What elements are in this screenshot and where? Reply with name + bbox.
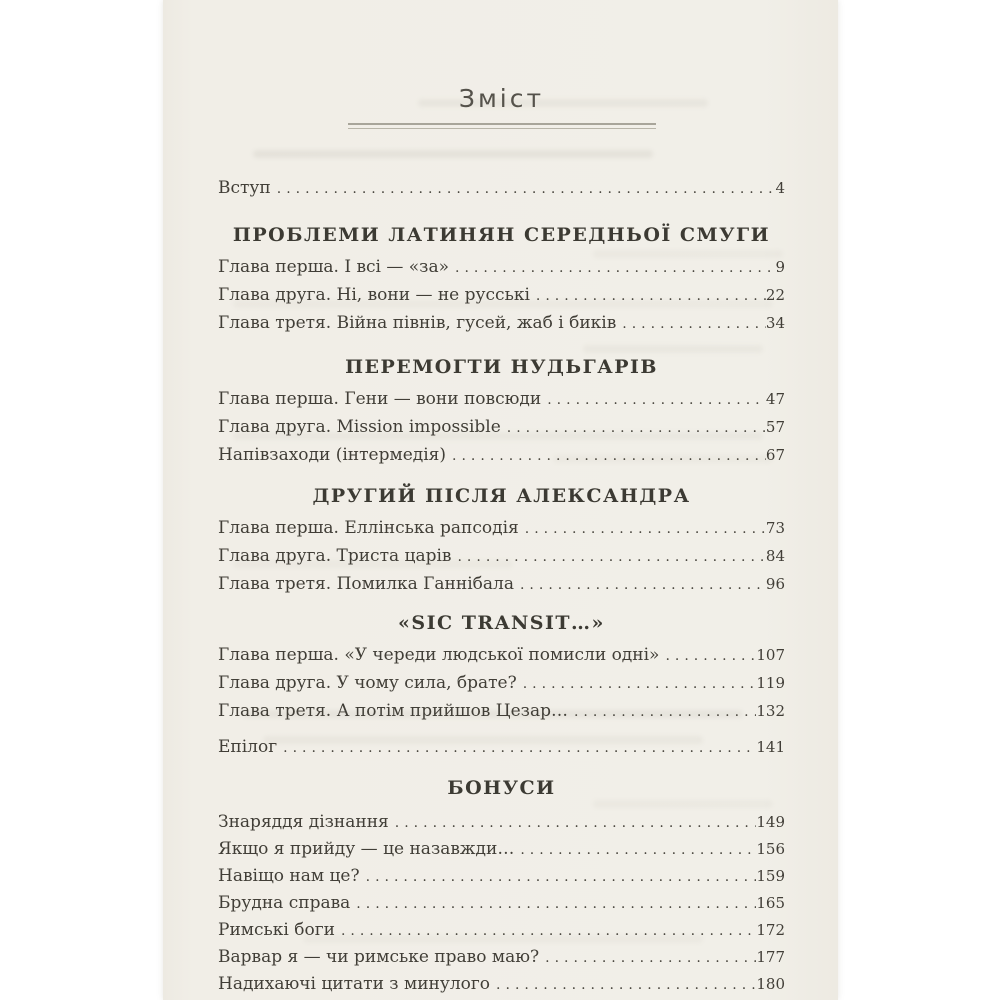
toc-entry-page-number: 67	[765, 446, 785, 464]
toc-entry-page-number: 156	[756, 840, 785, 858]
toc-entry	[218, 414, 785, 442]
dot-leader	[451, 544, 765, 571]
toc-entry-label: Римські боги	[218, 920, 335, 940]
dot-leader	[530, 283, 766, 310]
toc-entry-page-number: 73	[765, 519, 785, 537]
dot-leader	[568, 699, 756, 726]
dot-leader	[541, 387, 766, 414]
toc-entry-label: Глава перша. Еллінська рапсодія	[218, 518, 519, 538]
toc-entry-page-number: 84	[765, 547, 785, 565]
toc-entry-label: Глава третя. Війна півнів, гусей, жаб і биків	[218, 313, 617, 333]
toc-entry-page-number: 96	[765, 575, 785, 593]
dot-leader	[514, 572, 766, 599]
toc-entry-label: Глава перша. Гени — вони повсюди	[218, 389, 542, 409]
toc-entry	[218, 642, 785, 670]
toc-entry	[218, 917, 785, 944]
toc-entry	[218, 386, 785, 414]
section-heading: ДРУГИЙ ПІСЛЯ АЛЕКСАНДРА	[312, 485, 691, 507]
toc-entry	[218, 809, 785, 836]
toc-entry-page-number: 165	[756, 894, 785, 912]
toc-entry-page-number: 141	[756, 738, 785, 756]
toc-entry	[218, 734, 785, 762]
dot-leader	[350, 891, 756, 917]
title-divider-rule	[348, 123, 656, 129]
toc-entry	[218, 543, 785, 571]
toc-entry-page-number: 132	[756, 702, 785, 720]
toc-entry-label: Глава друга. Ні, вони — не русські	[218, 285, 530, 305]
dot-leader	[335, 918, 756, 944]
toc-entry-label: Напівзаходи (інтермедія)	[218, 445, 447, 465]
toc-entry-page-number: 22	[765, 286, 785, 304]
table-of-contents	[218, 0, 785, 998]
toc-entry	[218, 515, 785, 543]
toc-entry-page-number: 4	[775, 179, 785, 197]
dot-leader	[360, 864, 757, 890]
section-heading: ПЕРЕМОГТИ НУДЬГАРІВ	[345, 356, 658, 378]
toc-entry	[218, 944, 785, 971]
toc-entry	[218, 571, 785, 599]
scanned-book-page	[163, 0, 838, 1000]
toc-entry-label: Глава друга. Триста царів	[218, 546, 452, 566]
toc-entry-label: Навіщо нам це?	[218, 866, 360, 886]
dot-leader	[659, 643, 756, 670]
toc-entry-label: Глава друга. Mission impossible	[218, 417, 501, 437]
toc-entry	[218, 282, 785, 310]
toc-entry	[218, 175, 785, 203]
toc-entry-label: Вступ	[218, 178, 271, 198]
dot-leader	[449, 255, 775, 282]
toc-entry-label: Варвар я — чи римське право маю?	[218, 947, 540, 967]
toc-entry	[218, 971, 785, 998]
toc-entry	[218, 836, 785, 863]
toc-entry	[218, 863, 785, 890]
toc-entries	[218, 175, 785, 998]
toc-entry-page-number: 107	[756, 646, 785, 664]
toc-entry-page-number: 159	[756, 867, 785, 885]
toc-entry-page-number: 177	[756, 948, 785, 966]
toc-entry-label: Надихаючі цитати з минулого	[218, 974, 491, 994]
toc-entry	[218, 254, 785, 282]
toc-entry-page-number: 34	[765, 314, 785, 332]
section-heading: ПРОБЛЕМИ ЛАТИНЯН СЕРЕДНЬОЇ СМУГИ	[232, 224, 771, 246]
dot-leader	[501, 415, 766, 442]
toc-entry	[218, 310, 785, 338]
section-heading: БОНУСИ	[447, 777, 556, 799]
toc-entry-label: Глава друга. У чому сила, брате?	[218, 673, 517, 693]
toc-entry-label: Глава третя. А потім прийшов Цезар…	[218, 701, 568, 721]
dot-leader	[389, 810, 757, 836]
toc-entry-label: Брудна справа	[218, 893, 351, 913]
toc-entry-page-number: 9	[775, 258, 785, 276]
dot-leader	[514, 837, 756, 863]
dot-leader	[271, 176, 776, 203]
dot-leader	[277, 735, 756, 762]
dot-leader	[446, 443, 766, 470]
toc-entry-page-number: 149	[756, 813, 785, 831]
toc-entry	[218, 698, 785, 726]
toc-entry-label: Глава перша. «У череди людської помисли одні»	[218, 645, 660, 665]
toc-entry-label: Знаряддя дізнання	[218, 812, 389, 832]
dot-leader	[517, 671, 757, 698]
toc-entry-label: Глава перша. І всі — «за»	[218, 257, 449, 277]
toc-entry-page-number: 172	[756, 921, 785, 939]
section-heading: «SIC TRANSIT…»	[398, 612, 605, 634]
toc-entry	[218, 670, 785, 698]
toc-entry	[218, 890, 785, 917]
toc-entry-page-number: 119	[756, 674, 785, 692]
dot-leader	[490, 972, 756, 998]
toc-entry	[218, 442, 785, 470]
toc-entry-label: Глава третя. Помилка Ганнібала	[218, 574, 514, 594]
toc-entry-page-number: 57	[765, 418, 785, 436]
toc-entry-label: Епілог	[218, 737, 278, 757]
toc-entry-page-number: 180	[756, 975, 785, 993]
dot-leader	[539, 945, 756, 971]
page-title: Зміст	[458, 84, 545, 113]
dot-leader	[519, 516, 766, 543]
dot-leader	[616, 311, 766, 338]
toc-entry-page-number: 47	[765, 390, 785, 408]
toc-entry-label: Якщо я прийду — це назавжди…	[218, 839, 515, 859]
